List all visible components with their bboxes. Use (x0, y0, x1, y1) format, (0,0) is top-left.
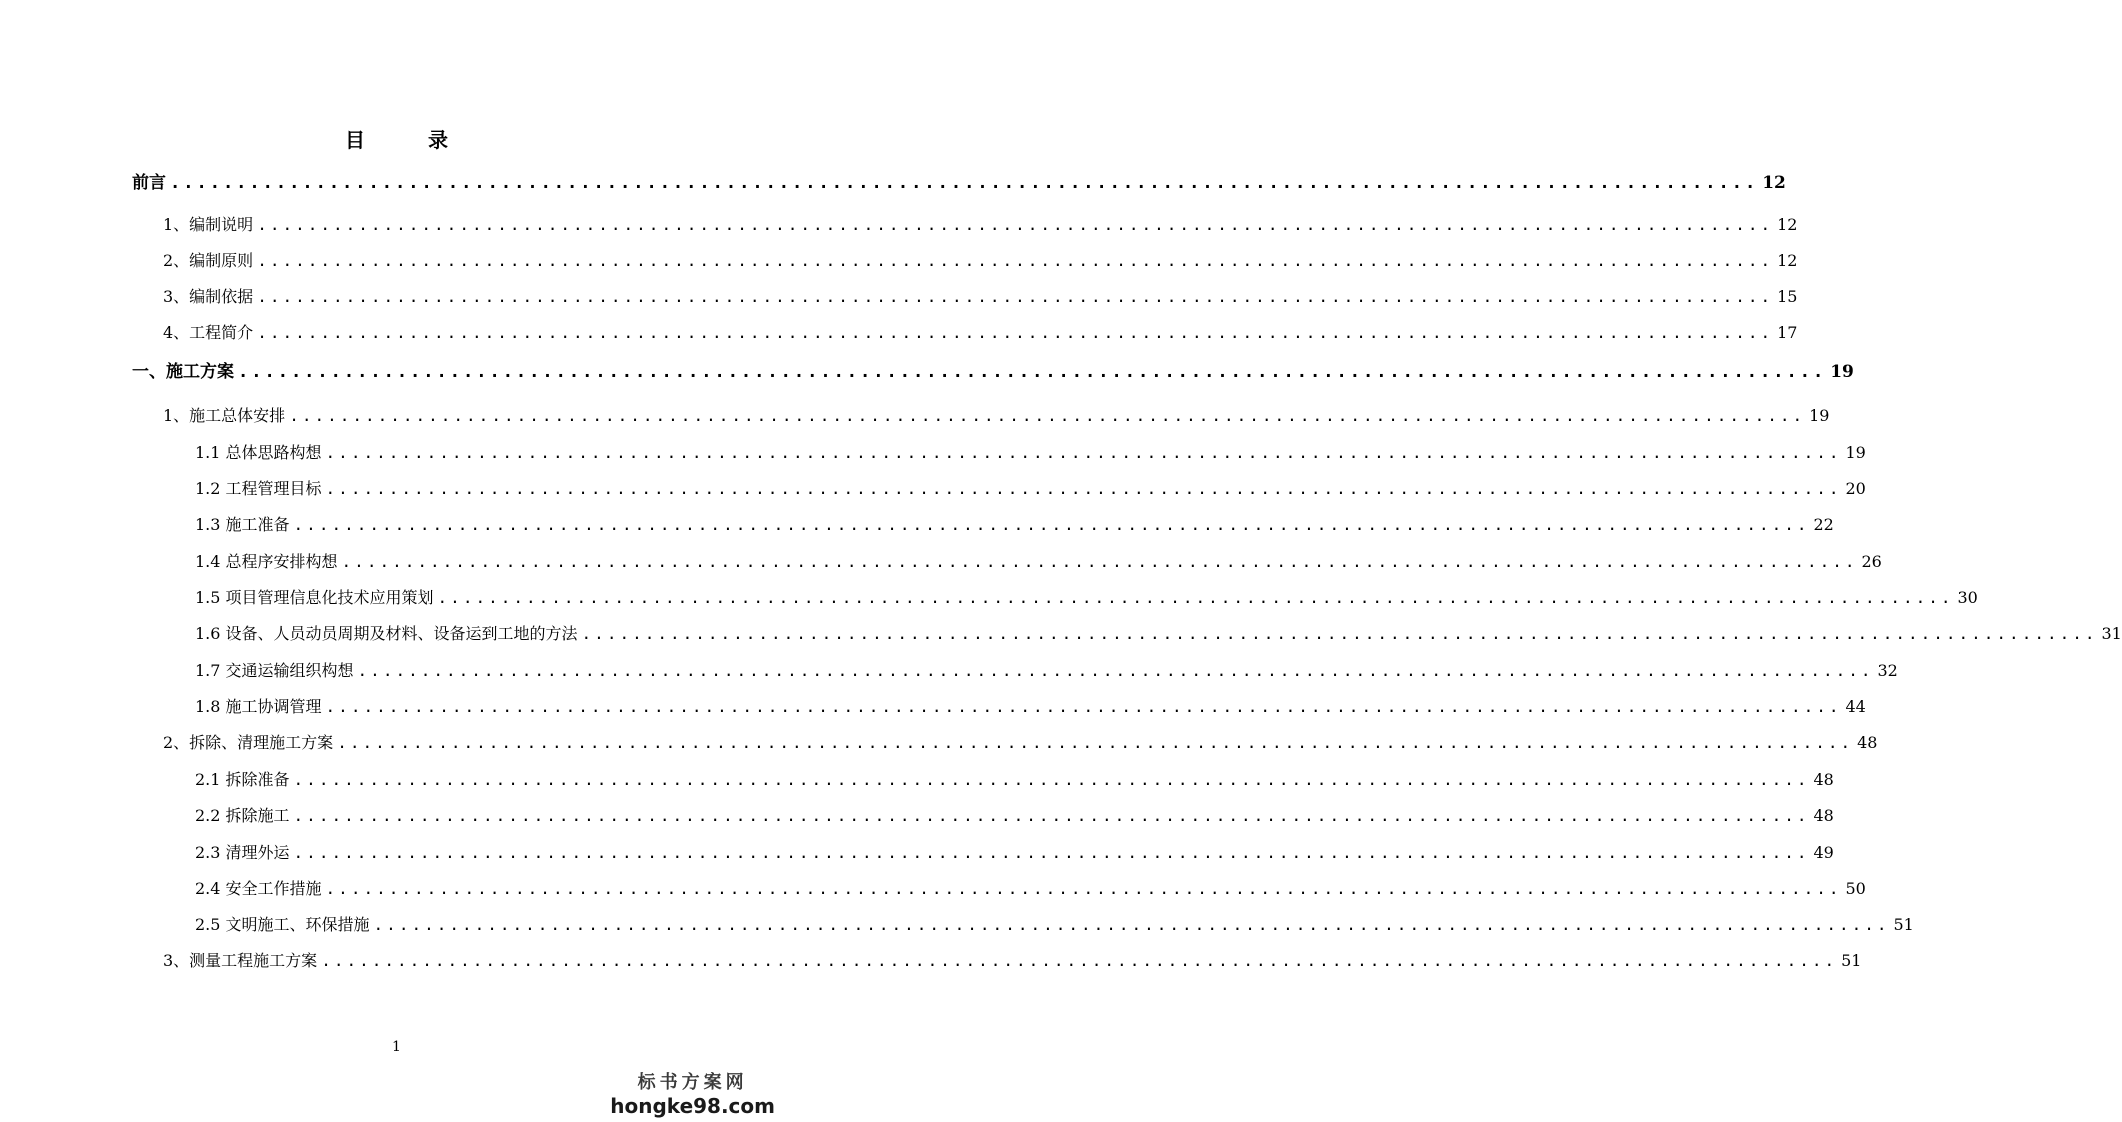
toc-entry[interactable] (195, 512, 1834, 535)
watermark-logo (610, 1068, 775, 1118)
toc-entry-page: 51 (1893, 915, 1914, 934)
toc-entry-page: 17 (1777, 323, 1798, 342)
toc-entry[interactable] (195, 585, 1978, 608)
toc-entry[interactable] (195, 876, 1866, 899)
toc-entry[interactable] (163, 403, 1830, 426)
toc-leader-dots: ........................................................................................................................ (293, 843, 1810, 862)
toc-entry[interactable] (195, 840, 1834, 863)
toc-entry-label: 2.5 文明施工、环保措施 (195, 915, 370, 934)
toc-entry-page: 12 (1777, 251, 1798, 270)
toc-leader-dots: ........................................................................................................................ (170, 173, 1759, 193)
toc-entry-label: 1.7 交通运输组织构想 (195, 661, 354, 680)
toc-leader-dots: ........................................................................................................................ (293, 770, 1810, 789)
toc-entry[interactable] (163, 212, 1798, 235)
toc-entry-label: 2.4 安全工作措施 (195, 879, 322, 898)
watermark-url: hongke98.com (610, 1094, 775, 1118)
toc-entry[interactable] (195, 621, 2122, 644)
toc-leader-dots: ........................................................................................................................ (257, 287, 1774, 306)
toc-entry[interactable] (195, 767, 1834, 790)
toc-entry-label: 1.5 项目管理信息化技术应用策划 (195, 588, 434, 607)
toc-entry-label: 2.1 拆除准备 (195, 770, 290, 789)
toc-entry-page: 48 (1813, 806, 1834, 825)
toc-leader-dots: ........................................................................................................................ (257, 251, 1774, 270)
toc-entry-page: 20 (1845, 479, 1866, 498)
toc-entry-page: 48 (1813, 770, 1834, 789)
toc-entry-page: 44 (1845, 697, 1866, 716)
watermark-chinese: 标书方案网 (637, 1072, 748, 1093)
toc-entry-label: 1.1 总体思路构想 (195, 443, 322, 462)
toc-leader-dots: ........................................................................................................................ (325, 879, 1842, 898)
toc-leader-dots: ........................................................................................................................ (238, 362, 1827, 382)
toc-entry-label: 1、施工总体安排 (163, 406, 286, 425)
toc-entry-page: 22 (1813, 515, 1834, 534)
toc-leader-dots: ........................................................................................................................ (321, 951, 1838, 970)
toc-title: 目 录 (345, 128, 476, 152)
toc-leader-dots: ........................................................................................................................ (337, 733, 1854, 752)
toc-entry[interactable] (163, 284, 1798, 307)
toc-entry-page: 12 (1762, 173, 1786, 193)
toc-entry-label: 2.2 拆除施工 (195, 806, 290, 825)
toc-entry[interactable] (195, 658, 1898, 681)
toc-entry[interactable] (163, 320, 1798, 343)
toc-leader-dots: ........................................................................................................................ (581, 624, 2098, 643)
toc-entry[interactable] (132, 357, 1854, 382)
toc-leader-dots: ........................................................................................................................ (325, 443, 1842, 462)
toc-entry-label: 1.6 设备、人员动员周期及材料、设备运到工地的方法 (195, 624, 578, 643)
toc-entry-page: 50 (1845, 879, 1866, 898)
toc-entry-page: 30 (1957, 588, 1978, 607)
toc-entry-label: 2、编制原则 (163, 251, 254, 270)
toc-leader-dots: ........................................................................................................................ (341, 552, 1858, 571)
page-number: 1 (392, 1039, 401, 1055)
toc-entry-page: 32 (1877, 661, 1898, 680)
toc-entry[interactable] (195, 694, 1866, 717)
toc-leader-dots: ........................................................................................................................ (289, 406, 1806, 425)
toc-entry-label: 1.2 工程管理目标 (195, 479, 322, 498)
toc-entry[interactable] (163, 948, 1862, 971)
toc-entry-page: 12 (1777, 215, 1798, 234)
toc-entry-label: 2、拆除、清理施工方案 (163, 733, 334, 752)
toc-entry[interactable] (195, 476, 1866, 499)
toc-entry-label: 2.3 清理外运 (195, 843, 290, 862)
toc-entry-page: 26 (1861, 552, 1882, 571)
toc-entry[interactable] (132, 168, 1786, 193)
toc-entry-page: 19 (1809, 406, 1830, 425)
toc-leader-dots: ........................................................................................................................ (293, 806, 1810, 825)
toc-entry-label: 1.4 总程序安排构想 (195, 552, 338, 571)
toc-entry-label: 3、测量工程施工方案 (163, 951, 318, 970)
toc-entry-label: 4、工程简介 (163, 323, 254, 342)
toc-leader-dots: ........................................................................................................................ (325, 697, 1842, 716)
toc-entry-label: 1.8 施工协调管理 (195, 697, 322, 716)
toc-leader-dots: ........................................................................................................................ (257, 215, 1774, 234)
toc-leader-dots: ........................................................................................................................ (357, 661, 1874, 680)
toc-entry[interactable] (195, 803, 1834, 826)
toc-entry-page: 19 (1845, 443, 1866, 462)
toc-entry-page: 49 (1813, 843, 1834, 862)
toc-entry-label: 3、编制依据 (163, 287, 254, 306)
toc-leader-dots: ........................................................................................................................ (293, 515, 1810, 534)
toc-entry-page: 31 (2101, 624, 2122, 643)
toc-entry-page: 51 (1841, 951, 1862, 970)
toc-entry[interactable] (195, 549, 1882, 572)
toc-entry-label: 前言 (132, 173, 166, 193)
toc-entry-label: 一、施工方案 (132, 362, 234, 382)
toc-entry[interactable] (163, 730, 1878, 753)
toc-leader-dots: ........................................................................................................................ (257, 323, 1774, 342)
toc-entry-page: 19 (1830, 362, 1854, 382)
toc-entry[interactable] (195, 912, 1914, 935)
toc-entry[interactable] (195, 440, 1866, 463)
toc-leader-dots: ........................................................................................................................ (325, 479, 1842, 498)
toc-entry-page: 15 (1777, 287, 1798, 306)
toc-entry-label: 1、编制说明 (163, 215, 254, 234)
toc-entry[interactable] (163, 248, 1798, 271)
toc-entry-label: 1.3 施工准备 (195, 515, 290, 534)
toc-leader-dots: ........................................................................................................................ (437, 588, 1954, 607)
toc-leader-dots: ........................................................................................................................ (373, 915, 1890, 934)
toc-entry-page: 48 (1857, 733, 1878, 752)
